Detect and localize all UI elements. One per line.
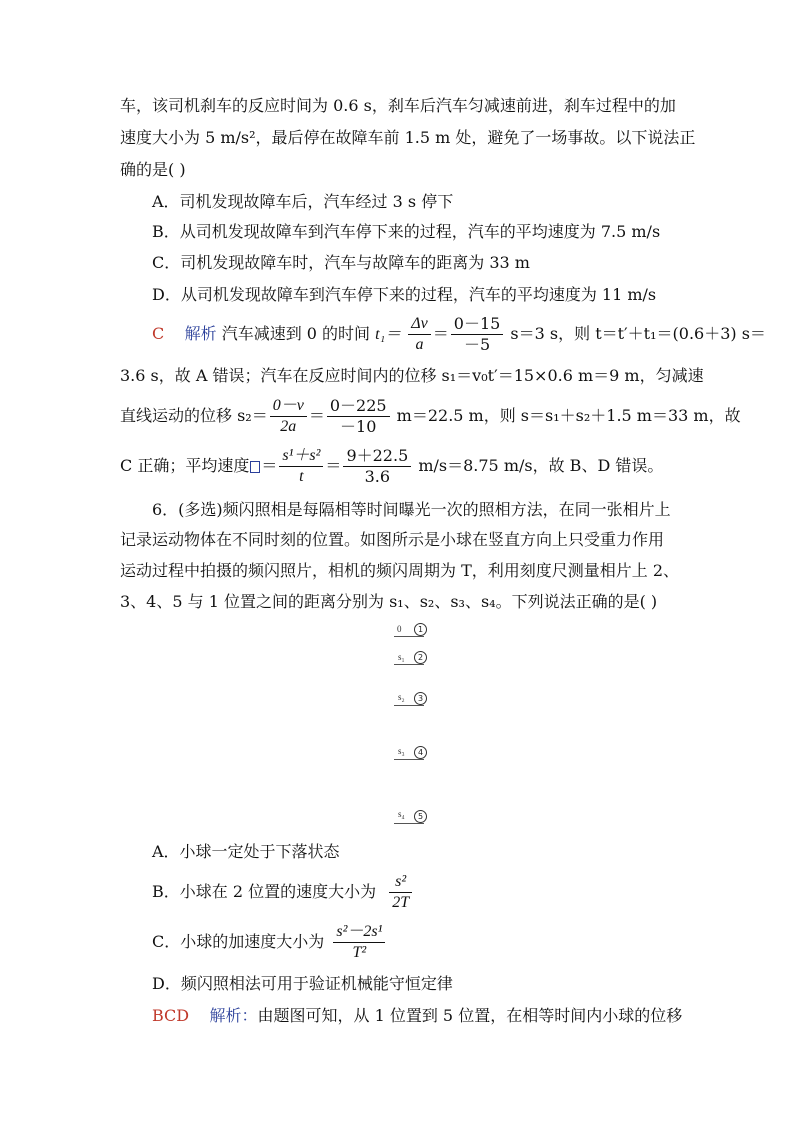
strobe-diagram [390, 618, 450, 828]
q5-sol-frac-2-num: 0－15 [451, 314, 504, 335]
q6-option-c [152, 922, 387, 963]
q6-option-c-frac [333, 922, 385, 963]
q6-line-4: 3、4、5 与 1 位置之间的距离分别为 s₁、s₂、s₃、s₄。下列说法正确的是( ) [120, 592, 658, 611]
q5-sol-l3-frac-2-num: 0－225 [327, 396, 390, 417]
q5-sol-frac-1 [408, 314, 431, 355]
q6-solution [152, 1006, 682, 1026]
q5-sol-frac-1-num: Δv [408, 314, 431, 335]
q5-sol-l4-frac-2-num: 9＋22.5 [343, 446, 411, 467]
diagram-label-s4: s₄ [398, 809, 405, 819]
diagram-tick [394, 823, 424, 824]
q5-solution-line-1: C 解析 汽车减速到 0 的时间 t₁＝ $\frac{\Delta v}{a}$ ＝ $\frac{0-15}{-5}$ s＝3 s，则 t＝t′＋t₁＝(0.6＋3) s＝ [152, 314, 766, 354]
diagram-tick [394, 759, 424, 760]
q5-sol-frac-1-den: a [415, 336, 424, 353]
q5-answer: C [152, 324, 165, 343]
q6-option-b-den: 2T [392, 894, 410, 911]
paragraph-line-3: 确的是( ) [120, 160, 186, 179]
q5-sol-l4-text: C 正确；平均速度 [120, 456, 250, 475]
q6-option-b [152, 872, 414, 913]
q5-sol-l3-frac-1-num: 0－v [270, 396, 307, 417]
diagram-label-s3: s₃ [398, 746, 405, 756]
diagram-ball-3: 3 [414, 692, 427, 705]
q6-option-d: D．频闪照相法可用于验证机械能守恒定律 [152, 974, 453, 993]
q5-sol-frac-2 [451, 314, 504, 355]
q6-line-1: 6．(多选)频闪照相是每隔相等时间曝光一次的照相方法，在同一张相片上 [152, 500, 671, 519]
q5-sol-l3-frac-2-den: －10 [340, 417, 377, 436]
q5-sol-frac-2-den: －5 [463, 335, 491, 354]
q6-option-a: A．小球一定处于下落状态 [152, 842, 340, 861]
q6-option-b-text: B．小球在 2 位置的速度大小为 [152, 882, 377, 901]
q6-option-b-frac [389, 872, 412, 913]
q6-solution-text: 由题图可知，从 1 位置到 5 位置，在相等时间内小球的位移 [257, 1006, 683, 1025]
q5-sol-text: 汽车减速到 0 的时间 [221, 324, 376, 343]
q5-sol-l3-frac-1-den: 2a [280, 418, 297, 435]
q6-line-3: 运动过程中拍摄的频闪照片，相机的频闪周期为 T，利用刻度尺测量相片上 2、 [120, 561, 680, 580]
diagram-tick [394, 705, 424, 706]
paragraph-line-2: 速度大小为 5 m/s²，最后停在故障车前 1.5 m 处，避免了一场事故。以下说法正 [120, 128, 696, 147]
q5-solution-line-3: 直线运动的位移 s₂＝ $\frac{0-v}{2a}$ ＝ $\frac{0-225}{-10}$ m＝22.5 m，则 s＝s₁＋s₂＋1.5 m＝33 m，故 [120, 396, 741, 436]
q6-option-c-num: s²－2s¹ [333, 922, 385, 943]
q6-answer: BCD [152, 1006, 190, 1025]
q5-sol-l3-text: 直线运动的位移 s₂＝ [120, 406, 268, 425]
q5-option-c: C．司机发现故障车时，汽车与故障车的距离为 33 m [152, 253, 530, 272]
vbar-symbol [250, 461, 260, 473]
diagram-tick [394, 664, 424, 665]
q6-option-c-text: C．小球的加速度大小为 [152, 932, 325, 951]
q5-sol-l4-frac-1 [279, 446, 323, 487]
q5-sol-l4-frac-1-den: t [299, 468, 304, 485]
q6-line-2: 记录运动物体在不同时刻的位置。如图所示是小球在竖直方向上只受重力作用 [120, 530, 665, 549]
q5-sol-l3-frac-1 [270, 396, 307, 437]
q5-sol-l4-frac-2-den: 3.6 [364, 467, 391, 486]
q5-solution-line-2: 3.6 s，故 A 错误；汽车在反应时间内的位移 s₁＝v₀t′＝15×0.6 m＝9 m，匀减速 [120, 366, 704, 385]
diagram-label-s2: s₂ [398, 692, 405, 702]
q5-option-b: B．从司机发现故障车到汽车停下来的过程，汽车的平均速度为 7.5 m/s [152, 222, 661, 241]
diagram-ball-4: 4 [414, 746, 427, 759]
diagram-ball-5: 5 [414, 810, 427, 823]
paragraph-line-1: 车，该司机刹车的反应时间为 0.6 s，刹车后汽车匀减速前进，刹车过程中的加 [120, 96, 676, 115]
diagram-label-0: 0 [397, 624, 402, 634]
diagram-ball-2: 2 [414, 651, 427, 664]
q5-sol-l4-frac-1-num: s¹＋s² [279, 446, 323, 467]
q5-solution-line-4: C 正确；平均速度 ＝ $\frac{\text{s¹＋s²}}{t}$ ＝ $\frac{9+22.5}{3.6}$ m/s＝8.75 m/s，故 B、D 错误。 [120, 446, 664, 486]
q5-option-a: A．司机发现故障车后，汽车经过 3 s 停下 [152, 192, 454, 211]
q5-sol-l4-text-2: m/s＝8.75 m/s，故 B、D 错误。 [413, 456, 664, 475]
q5-sol-text-2: s＝3 s，则 t＝t′＋t₁＝(0.6＋3) s＝ [505, 324, 766, 343]
diagram-ball-1: 1 [414, 623, 427, 636]
q5-sol-l3-text-2: m＝22.5 m，则 s＝s₁＋s₂＋1.5 m＝33 m，故 [391, 406, 741, 425]
diagram-label-s1: s₁ [398, 652, 405, 662]
q6-option-c-den: T² [352, 944, 367, 961]
q6-option-b-num: s² [389, 872, 412, 893]
q5-sol-l4-frac-2 [343, 446, 411, 487]
q6-solution-label: 解析： [209, 1006, 258, 1025]
q5-solution-label: 解析 [184, 324, 217, 343]
q5-option-d: D．从司机发现故障车到汽车停下来的过程，汽车的平均速度为 11 m/s [152, 285, 657, 304]
q5-sol-l3-frac-2 [327, 396, 390, 437]
q5-sol-t1: t₁＝ [375, 326, 402, 343]
diagram-tick [394, 636, 424, 637]
